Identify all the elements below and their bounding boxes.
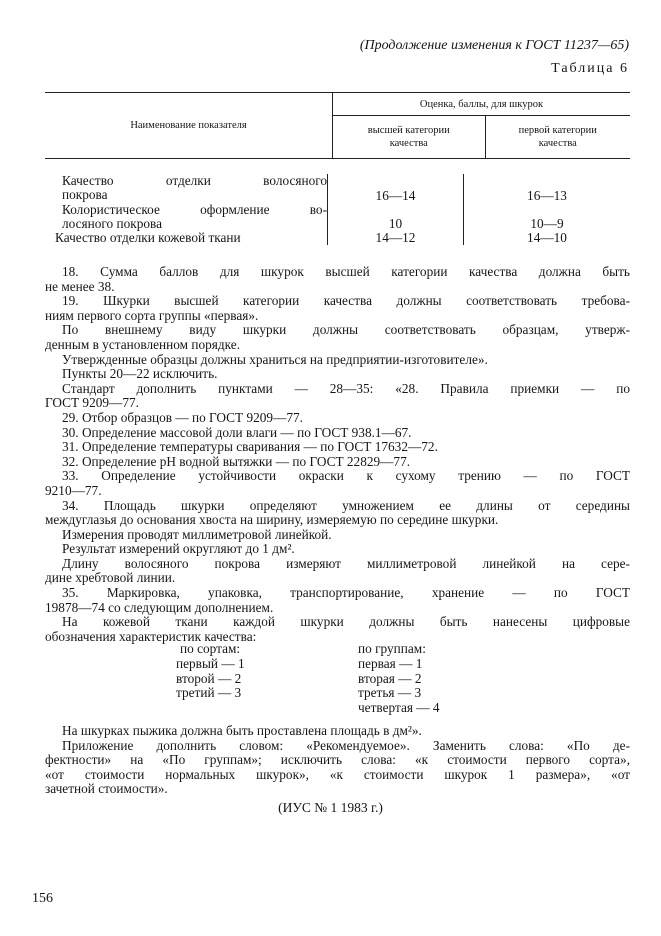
row-name-line: покрова (62, 187, 108, 202)
text-line: 30. Определение массовой доли влаги — по ГОСТ 938.1—67. (62, 424, 412, 440)
text-line: 32. Определение pH водной вытяжки — по ГОСТ 22829—77. (62, 453, 411, 469)
column-header-first: первой категории качества (485, 116, 630, 159)
text-line: фектности» на «По группам»; исключить слова: «к стоимости первого сорта», (45, 752, 630, 768)
text-line: 35. Маркировка, упаковка, транспортирование, хранение — по ГОСТ (62, 585, 630, 601)
text-line: денным в установленном порядке. (45, 336, 241, 352)
text-line: ГОСТ 9209—77. (45, 395, 139, 411)
table-row (45, 203, 630, 231)
row-name-line: Качество отделки кожевой ткани (55, 230, 241, 245)
text-line: дине хребтовой линии. (45, 570, 176, 586)
cell-first: 16—13 (527, 188, 567, 203)
text-line: Длину волосяного покрова измеряют миллиметровой линейкой на сере- (62, 555, 630, 571)
row-name-line: лосяного покрова (62, 216, 163, 231)
text-line: ниям первого сорта группы «первая». (45, 307, 259, 323)
text-line: не менее 38. (45, 278, 115, 294)
row-name-line: Качество отделки волосяного (62, 173, 327, 188)
group-item: четвертая — 4 (358, 700, 440, 716)
page-number: 156 (32, 891, 53, 906)
text-line: междуглазья до основания хвоста на ширину, измеряемую по середине шкурки. (45, 512, 499, 528)
sort-item: первый — 1 (176, 655, 245, 671)
sort-item: второй — 2 (176, 670, 242, 686)
table-row (45, 231, 630, 245)
table-body (45, 172, 630, 245)
text-line: 18. Сумма баллов для шкурок высшей категории качества должна быть (62, 264, 630, 279)
cell-first: 10—9 (530, 216, 564, 231)
text-line: обозначения характеристик качества: (45, 628, 257, 644)
text-line: На кожевой ткани каждой шкурки должны быть нанесены цифровые (62, 614, 630, 630)
text-line: «от стоимости нормальных шкурок», «к стоимости шкурок 1 размера», «от (45, 766, 630, 782)
group-item: третья — 3 (358, 685, 422, 701)
cell-high: 16—14 (327, 174, 464, 203)
text-line: По внешнему виду шкурки должны соответствовать образцам, утверж- (62, 322, 630, 338)
text-line: Приложение дополнить словом: «Рекомендуемое». Заменить слова: «По де- (62, 737, 630, 753)
cell-high: 10 (327, 203, 464, 231)
table-caption: Таблица 6 (551, 61, 629, 76)
scores-table (45, 92, 630, 159)
group-item: первая — 1 (358, 655, 423, 671)
cell-high: 14—12 (327, 231, 464, 245)
source-note: (ИУС № 1 1983 г.) (278, 800, 383, 815)
table-row (45, 172, 630, 203)
amendment-text (45, 264, 630, 644)
text-line: 29. Отбор образцов — по ГОСТ 9209—77. (62, 409, 303, 425)
column-header-high: высшей категории качества (333, 116, 486, 159)
groups-title: по группам: (358, 641, 426, 656)
text-line: 31. Определение температуры сваривания — по ГОСТ 17632—72. (62, 439, 438, 455)
text-line: Измерения проводят миллиметровой линейкой. (62, 526, 332, 542)
column-header-group: Оценка, баллы, для шкурок (333, 93, 631, 116)
text-line: зачетной стоимости». (45, 781, 168, 797)
column-header-name: Наименование показателя (45, 93, 333, 159)
row-name-line: Колористическое оформление во- (62, 202, 327, 217)
text-line: Стандарт дополнить пунктами — 28—35: «28. Правила приемки — по (62, 380, 630, 396)
text-line: 9210—77. (45, 482, 102, 498)
sort-item: третий — 3 (176, 685, 242, 701)
text-line: Результат измерений округляют до 1 дм². (62, 541, 295, 557)
continuation-header: (Продолжение изменения к ГОСТ 11237—65) (359, 38, 629, 53)
group-item: вторая — 2 (358, 670, 422, 686)
text-line: На шкурках пыжика должна быть проставлена площадь в дм²». (62, 723, 422, 738)
cell-first: 14—10 (527, 230, 567, 245)
text-line: 34. Площадь шкурки определяют умножением ее длины от середины (62, 497, 630, 513)
grades-by-sort (176, 642, 245, 701)
text-line: 19878—74 со следующим дополнением. (45, 599, 274, 615)
appendix-text (45, 723, 630, 797)
text-line: Утвержденные образцы должны храниться на предприятии-изготовителе». (62, 351, 488, 367)
text-line: 19. Шкурки высшей категории качества должны соответствовать требова- (62, 293, 630, 309)
sorts-title: по сортам: (180, 641, 241, 656)
text-line: 33. Определение устойчивости окраски к сухому трению — по ГОСТ (62, 468, 630, 484)
text-line: Пункты 20—22 исключить. (62, 366, 218, 382)
grades-by-group (358, 642, 440, 716)
